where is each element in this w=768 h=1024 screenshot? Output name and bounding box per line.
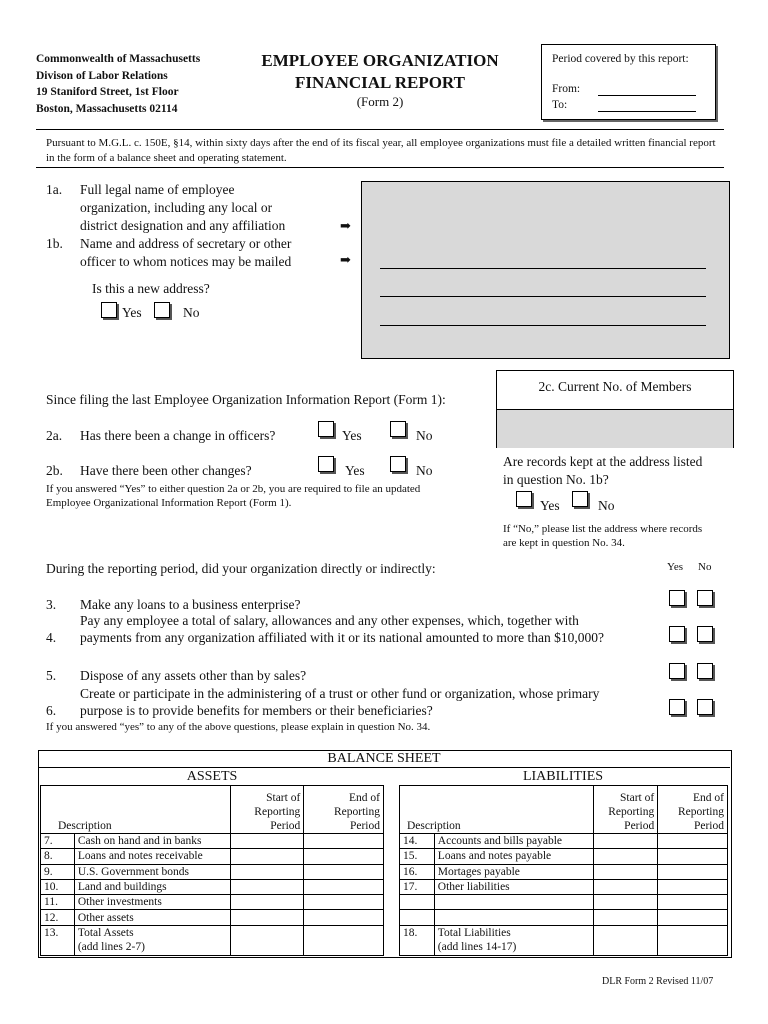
amount-cell[interactable] [230, 895, 304, 910]
new-address-yes-checkbox[interactable] [101, 302, 117, 318]
q5-no-checkbox[interactable] [697, 663, 713, 679]
members-box [496, 370, 734, 448]
secretary-address-box [361, 236, 730, 359]
table-row: 17. Other liabilities [400, 879, 728, 894]
address-line-1[interactable] [380, 268, 706, 269]
yes-label: Yes [345, 463, 365, 478]
members-input[interactable] [497, 409, 733, 448]
amount-cell[interactable] [658, 895, 728, 910]
table-row: 10. Land and buildings [41, 879, 384, 894]
assets-end-header: End of Reporting Period [304, 786, 384, 834]
divider [36, 167, 724, 168]
amount-cell[interactable] [230, 834, 304, 849]
since-filing-text: Since filing the last Employee Organization Information Report (Form 1): [46, 392, 446, 407]
amount-cell[interactable] [304, 834, 384, 849]
explain-note: If you answered “yes” to any of the above questions, please explain in question No. 34. [46, 721, 431, 733]
q6-number: 6. [46, 703, 57, 718]
no-header: No [698, 561, 712, 573]
to-label: To: [552, 99, 568, 111]
no-label: No [416, 428, 433, 443]
liabilities-desc-header: Description [400, 786, 594, 834]
q3-number: 3. [46, 597, 57, 612]
new-address-no-checkbox[interactable] [154, 302, 170, 318]
agency-address: Commonwealth of Massachusetts Divison of Labor Relations 19 Staniford Street, 1st Floor Boston, Massachusetts 02114 [36, 53, 201, 115]
amount-cell[interactable] [230, 849, 304, 864]
amount-cell[interactable] [594, 864, 658, 879]
amount-cell[interactable] [658, 910, 728, 925]
amount-cell[interactable] [304, 849, 384, 864]
amount-cell[interactable] [594, 895, 658, 910]
divider [36, 129, 724, 130]
records-yes-checkbox[interactable] [516, 491, 532, 507]
q3-text: Make any loans to a business enterprise? [80, 597, 301, 612]
members-label: 2c. Current No. of Members [538, 379, 692, 394]
q5-yes-checkbox[interactable] [669, 663, 685, 679]
q5-number: 5. [46, 668, 57, 683]
org-name-input[interactable] [361, 181, 730, 237]
form-title: EMPLOYEE ORGANIZATION FINANCIAL REPORT [261, 51, 499, 92]
amount-cell[interactable] [594, 910, 658, 925]
period-label: Period covered by this report: [552, 53, 689, 65]
q6-text-line1: Create or participate in the administering of a trust or other fund or organization, whose primary [80, 686, 600, 701]
q4-no-checkbox[interactable] [697, 626, 713, 642]
q4-text-line2: payments from any organization affiliated with it or its national amounted to more than $10,000? [80, 630, 605, 645]
q2b-number: 2b. [46, 463, 63, 478]
amount-cell[interactable] [658, 879, 728, 894]
amount-cell[interactable] [304, 864, 384, 879]
amount-cell[interactable] [658, 925, 728, 955]
records-note: If “No,” please list the address where records are kept in question No. 34. [503, 523, 703, 549]
amount-cell[interactable] [230, 910, 304, 925]
q1a-text: Full legal name of employee organization, including any local or district designation and any affiliation [80, 182, 286, 233]
yes-label: Yes [540, 498, 560, 513]
amount-cell[interactable] [658, 864, 728, 879]
q6-yes-checkbox[interactable] [669, 699, 685, 715]
table-row: 12. Other assets [41, 910, 384, 925]
q3-yes-checkbox[interactable] [669, 590, 685, 606]
arrow-right-icon: ➡ [340, 218, 351, 233]
from-input[interactable] [598, 83, 696, 96]
assets-desc-header: Description [41, 786, 231, 834]
table-row: 16. Mortages payable [400, 864, 728, 879]
table-row: 11. Other investments [41, 895, 384, 910]
balance-sheet-title: BALANCE SHEET [327, 751, 441, 766]
no-label: No [183, 305, 200, 320]
no-label: No [416, 463, 433, 478]
address-line-2[interactable] [380, 296, 706, 297]
amount-cell[interactable] [594, 879, 658, 894]
amount-cell[interactable] [230, 864, 304, 879]
q1b-text: Name and address of secretary or other officer to whom notices may be mailed [80, 236, 292, 269]
table-row: 14. Accounts and bills payable [400, 834, 728, 849]
yes-header: Yes [667, 561, 684, 573]
table-row: 15. Loans and notes payable [400, 849, 728, 864]
amount-cell[interactable] [658, 834, 728, 849]
liabilities-end-header: End of Reporting Period [658, 786, 728, 834]
table-row: 9. U.S. Government bonds [41, 864, 384, 879]
during-text: During the reporting period, did your organization directly or indirectly: [46, 561, 436, 576]
yes-label: Yes [342, 428, 362, 443]
liabilities-table [399, 785, 728, 956]
q2a-no-checkbox[interactable] [390, 421, 406, 437]
q4-text-line1: Pay any employee a total of salary, allowances and any other expenses, which, together with [80, 613, 579, 628]
q5-text: Dispose of any assets other than by sales? [80, 668, 307, 683]
q4-yes-checkbox[interactable] [669, 626, 685, 642]
amount-cell[interactable] [230, 925, 304, 955]
records-no-checkbox[interactable] [572, 491, 588, 507]
q2b-text: Have there been other changes? [80, 463, 252, 478]
q1b-number: 1b. [46, 236, 63, 251]
assets-start-header: Start of Reporting Period [230, 786, 304, 834]
arrow-right-icon: ➡ [340, 252, 351, 267]
q2a-yes-checkbox[interactable] [318, 421, 334, 437]
table-row: 8. Loans and notes receivable [41, 849, 384, 864]
table-row [400, 910, 728, 925]
q2b-yes-checkbox[interactable] [318, 456, 334, 472]
q6-text-line2: purpose is to provide benefits for members or their beneficiaries? [80, 703, 433, 718]
divider [38, 767, 730, 768]
amount-cell[interactable] [594, 849, 658, 864]
records-question: Are records kept at the address listed in question No. 1b? [503, 454, 703, 487]
table-row [400, 895, 728, 910]
form-number: (Form 2) [356, 94, 404, 109]
table-row: 7. Cash on hand and in banks [41, 834, 384, 849]
q6-no-checkbox[interactable] [697, 699, 713, 715]
assets-table [40, 785, 384, 956]
to-input[interactable] [598, 99, 696, 112]
amount-cell[interactable] [304, 895, 384, 910]
liabilities-title: LIABILITIES [522, 769, 604, 784]
q3-no-checkbox[interactable] [697, 590, 713, 606]
amount-cell[interactable] [304, 879, 384, 894]
form-revision: DLR Form 2 Revised 11/07 [602, 976, 714, 987]
q2b-no-checkbox[interactable] [390, 456, 406, 472]
amount-cell[interactable] [658, 849, 728, 864]
q2-note: If you answered “Yes” to either question 2a or 2b, you are required to file an updated Employee Organizational Information Report (Form 1). [46, 483, 421, 509]
q1a-number: 1a. [46, 182, 63, 197]
liabilities-start-header: Start of Reporting Period [594, 786, 658, 834]
assets-title: ASSETS [186, 769, 238, 784]
new-address-question: Is this a new address? [92, 281, 210, 296]
from-label: From: [552, 83, 581, 95]
table-row: 13. Total Assets (add lines 2-7) [41, 925, 384, 955]
amount-cell[interactable] [304, 910, 384, 925]
q2a-text: Has there been a change in officers? [80, 428, 276, 443]
amount-cell[interactable] [230, 879, 304, 894]
amount-cell[interactable] [594, 834, 658, 849]
no-label: No [598, 498, 615, 513]
intro-text: Pursuant to M.G.L. c. 150E, §14, within sixty days after the end of its fiscal year, all employee organizations must file a detailed written financial report in the form of a balance sheet and operating statement. [46, 137, 716, 164]
address-line-3[interactable] [380, 325, 706, 326]
period-box [541, 44, 716, 120]
amount-cell[interactable] [304, 925, 384, 955]
amount-cell[interactable] [594, 925, 658, 955]
q4-number: 4. [46, 630, 57, 645]
table-row: 18. Total Liabilities (add lines 14-17) [400, 925, 728, 955]
q2a-number: 2a. [46, 428, 63, 443]
yes-label: Yes [122, 305, 142, 320]
